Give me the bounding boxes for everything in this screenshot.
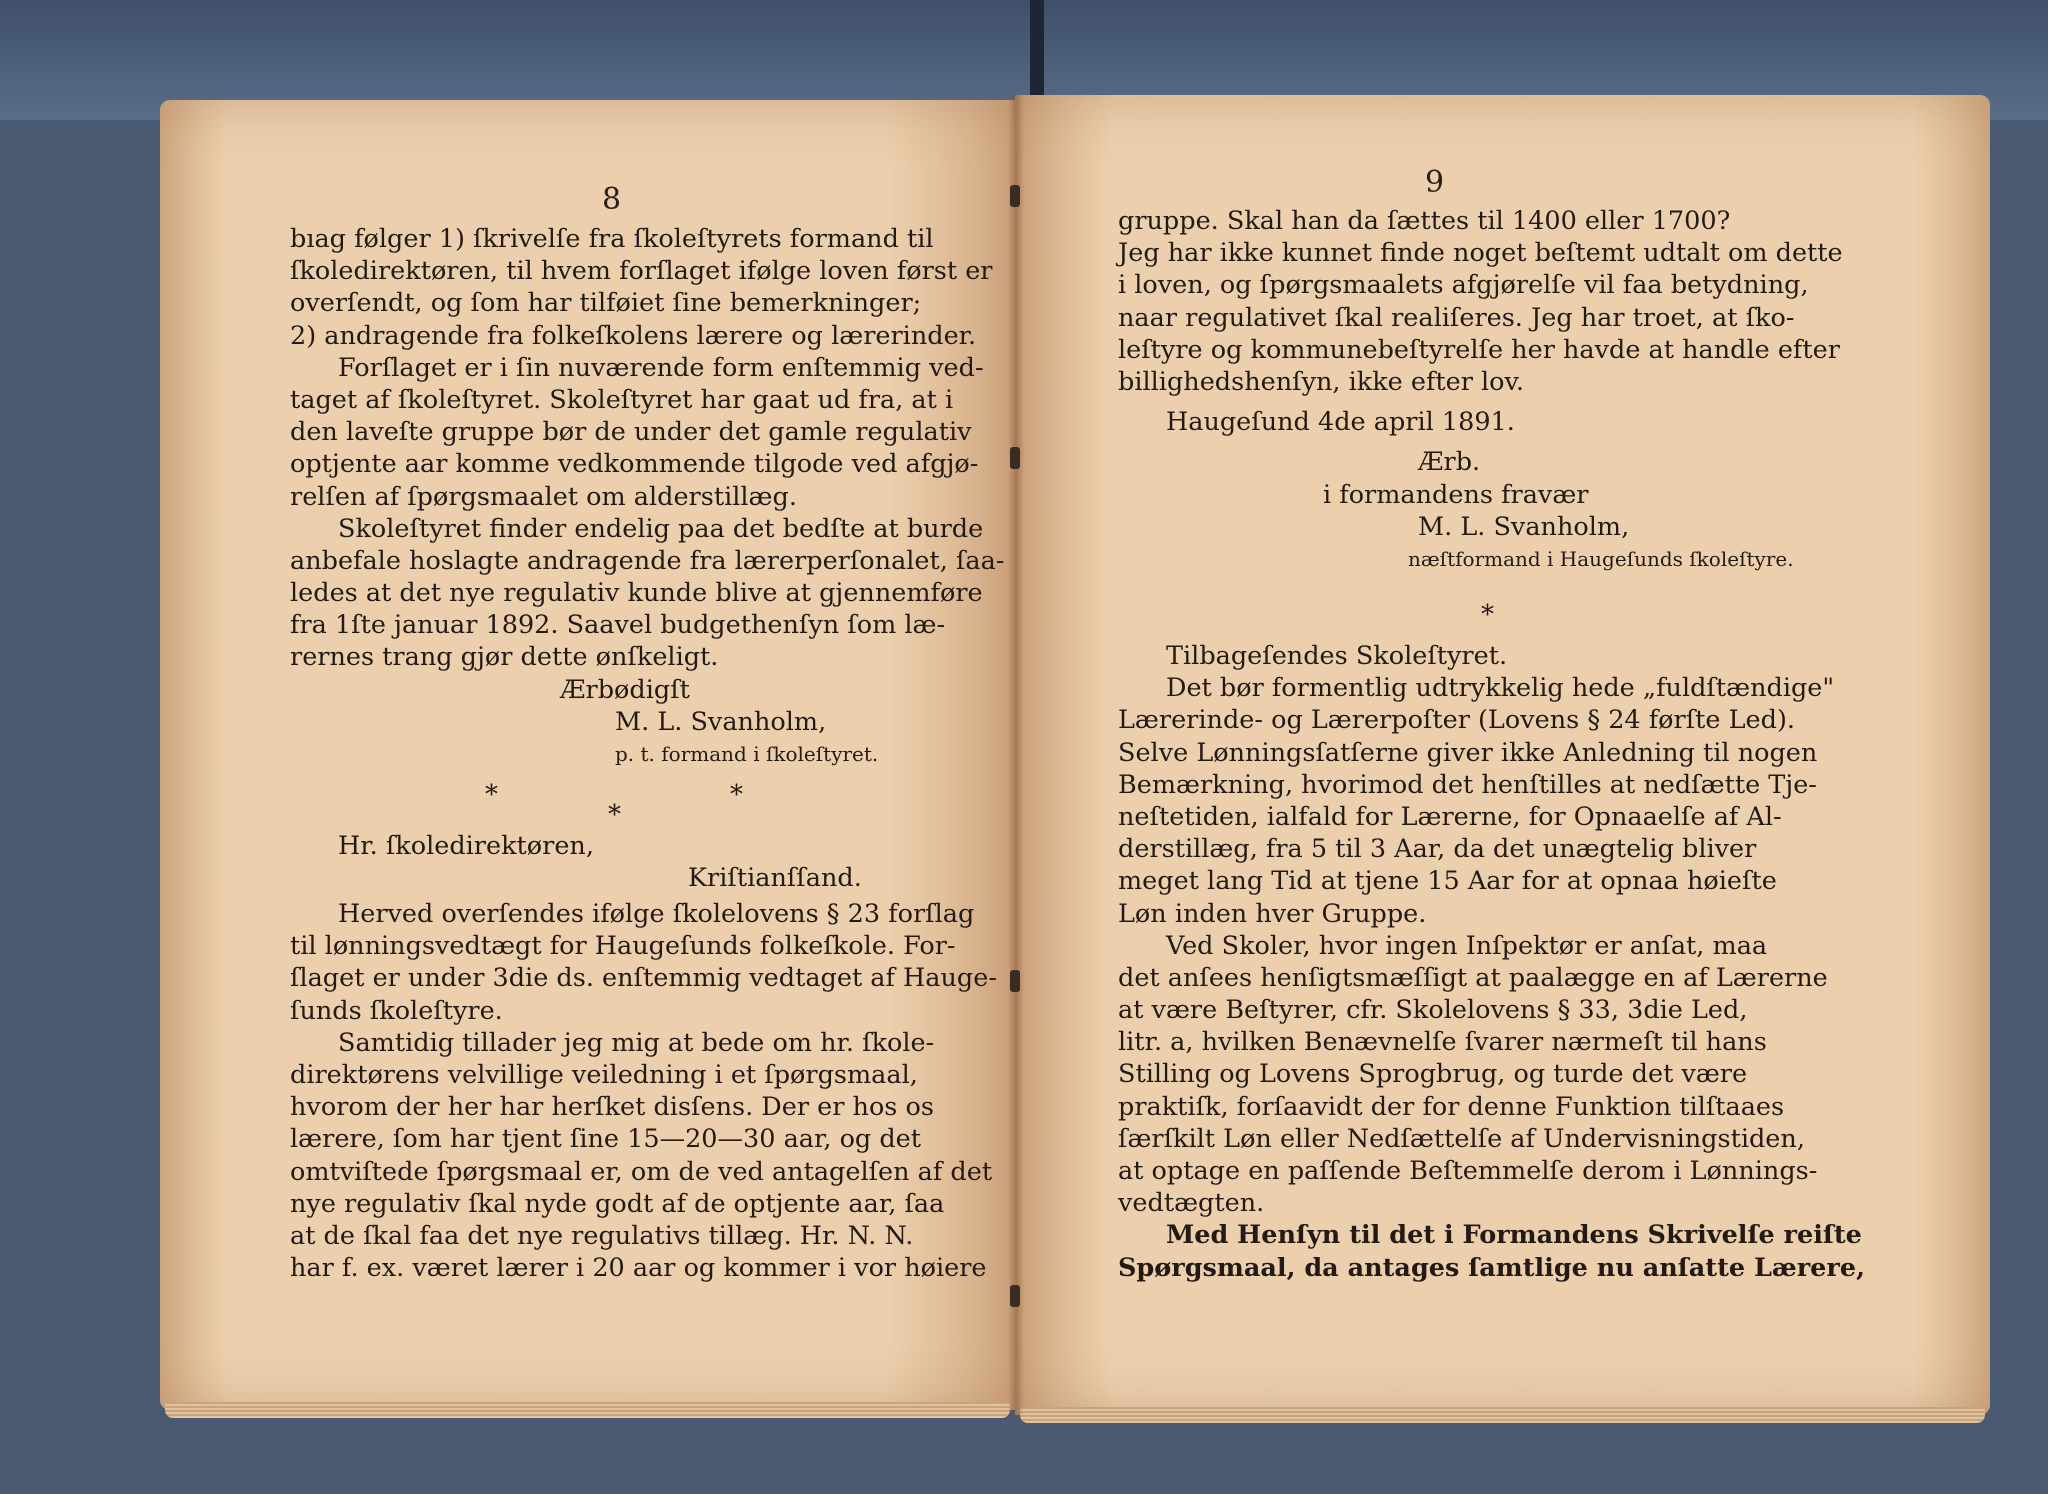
page-edge	[165, 1402, 1010, 1418]
text-line: naar regulativet ſkal realiſeres. Jeg har troet, at ſko-	[1118, 302, 1795, 333]
signature-title: p. t. formand i ſkoleſtyret.	[615, 742, 879, 766]
binding-stitch	[1010, 970, 1020, 992]
left-paragraph-block-2	[290, 898, 997, 1284]
page-number: 8	[602, 182, 622, 217]
closing: Ærbødigſt	[560, 674, 690, 705]
text-line: direktørens velvillige veiledning i et ſpørgsmaal,	[290, 1059, 918, 1090]
signature-name: M. L. Svanholm,	[1418, 511, 1630, 542]
text-line: ſlaget er under 3die ds. enſtemmig vedtaget af Hauge-	[290, 963, 997, 994]
text-line: neſtetiden, ialfald for Lærerne, for Opnaaelſe af Al-	[1118, 801, 1782, 832]
left-address	[338, 830, 862, 894]
text-line: Løn inden hver Gruppe.	[1118, 898, 1427, 929]
text-line: nye regulativ ſkal nyde godt af de optjente aar, ſaa	[290, 1188, 945, 1219]
text-line: derstillæg, fra 5 til 3 Aar, da det unægtelig bliver	[1118, 834, 1757, 865]
text-line: gruppe. Skal han da ſættes til 1400 eller 1700?	[1118, 206, 1731, 236]
text-line: Skoleſtyret finder endelig paa det bedſte at burde	[338, 513, 984, 544]
text-line: omtviſtede ſpørgsmaal er, om de ved antagelſen af det	[290, 1156, 993, 1187]
background-binding	[1030, 0, 1044, 110]
text-line: vedtægten.	[1118, 1188, 1265, 1219]
left-paragraph-block-1	[290, 223, 1004, 770]
text-line: Jeg har ikke kunnet finde noget beſtemt udtalt om dette	[1118, 238, 1843, 269]
signature-title: næſtformand i Haugeſunds ſkoleſtyre.	[1408, 546, 1794, 571]
text-line: at de ſkal faa det nye regulativs tillæg. Hr. N. N.	[290, 1220, 914, 1251]
text-line: bıag følger 1) ſkrivelſe fra ſkoleſtyrets formand til	[290, 224, 934, 254]
text-line: ledes at det nye regulativ kunde blive at gjennemføre	[290, 578, 983, 609]
text-line: til lønningsvedtægt for Haugeſunds folkeſkole. For-	[290, 931, 956, 962]
text-line: Med Henſyn til det i Formandens Skrivelſe reiſte	[1166, 1220, 1862, 1251]
text-line: litr. a, hvilken Benævnelſe ſvarer nærmeſt til hans	[1118, 1027, 1767, 1058]
text-line: Samtidig tillader jeg mig at bede om hr. ſkole-	[338, 1027, 935, 1058]
text-line: Bemærkning, hvorimod det henſtilles at nedſætte Tje-	[1118, 769, 1817, 800]
signature-name: M. L. Svanholm,	[615, 706, 827, 737]
separator-star: *	[608, 800, 621, 830]
text-line: den laveſte gruppe bør de under det gamle regulativ	[290, 417, 972, 448]
text-line: i loven, og ſpørgsmaalets afgjørelſe vil faa betydning,	[1118, 270, 1809, 301]
separator-star: *	[1481, 600, 1494, 630]
date-line: Haugeſund 4de april 1891.	[1166, 407, 1515, 438]
text-line: Spørgsmaal, da antages ſamtlige nu anſatte Lærere,	[1118, 1252, 1865, 1283]
left-page	[160, 100, 1015, 1410]
text-line: leſtyre og kommunebeſtyrelſe her havde at handle efter	[1118, 334, 1840, 365]
right-paragraph-block-2	[1118, 640, 1865, 1284]
text-line: fra 1ſte januar 1892. Saavel budgethenſyn ſom læ-	[290, 610, 946, 641]
text-line: Stilling og Lovens Sprogbrug, og turde det være	[1118, 1059, 1748, 1090]
binding-stitch	[1010, 1285, 1020, 1307]
address-line: Hr. ſkoledirektøren,	[338, 831, 594, 861]
text-line: billighedshenſyn, ikke efter lov.	[1118, 366, 1525, 397]
open-book	[160, 95, 1990, 1425]
separator-star: *	[485, 780, 498, 810]
book-gutter	[1008, 95, 1024, 1415]
text-line: praktiſk, forſaavidt der for denne Funktion tilſtaaes	[1118, 1091, 1785, 1122]
text-line: ſkoledirektøren, til hvem forſlaget ifølge loven først er	[290, 256, 993, 287]
text-line: Herved overſendes ifølge ſkolelovens § 23 forſlag	[338, 899, 975, 929]
absence-line: i formandens fravær	[1323, 479, 1589, 510]
binding-stitch	[1010, 185, 1020, 207]
text-line: har f. ex. været lærer i 20 aar og kommer i vor høiere	[290, 1253, 987, 1284]
text-line: meget lang Tid at tjene 15 Aar for at opnaa høieſte	[1118, 866, 1777, 897]
text-line: relſen af ſpørgsmaalet om alderstillæg.	[290, 481, 797, 512]
text-line: ſunds ſkoleſtyre.	[290, 995, 503, 1026]
text-line: Forſlaget er i ſin nuværende form enſtemmig ved-	[338, 352, 984, 383]
text-line: Selve Lønningsſatſerne giver ikke Anledning til nogen	[1118, 737, 1818, 768]
text-line: lærere, ſom har tjent ſine 15—20—30 aar, og det	[290, 1124, 922, 1155]
text-line: at være Beſtyrer, cfr. Skolelovens § 33, 3die Led,	[1118, 995, 1748, 1026]
right-paragraph-block-1	[1118, 205, 1843, 575]
text-line: Ved Skoler, hvor ingen Inſpektør er anſat, maa	[1166, 930, 1768, 961]
text-line: anbefale hoslagte andragende fra lærerperſonalet, ſaa-	[290, 545, 1005, 576]
text-line: Det bør formentlig udtrykkelig hede „fuldſtændige"	[1166, 673, 1835, 704]
returned-line: Tilbageſendes Skoleſtyret.	[1166, 641, 1508, 671]
text-line: overſendt, og ſom har tilføiet ſine bemerkninger;	[290, 288, 922, 319]
page-edge	[1020, 1407, 1985, 1423]
right-page	[1015, 95, 1990, 1415]
text-line: ſærſkilt Løn eller Nedſættelſe af Undervisningstiden,	[1118, 1123, 1805, 1154]
text-line: taget af ſkoleſtyret. Skoleſtyret har gaat ud fra, at i	[290, 384, 954, 415]
text-line: rernes trang gjør dette ønſkeligt.	[290, 642, 719, 673]
separator-star: *	[730, 780, 743, 810]
text-line: 2) andragende fra folkeſkolens lærere og lærerinder.	[290, 320, 977, 351]
text-line: hvorom der her har herſket disſens. Der er hos os	[290, 1092, 934, 1123]
text-line: Lærerinde- og Lærerpoſter (Lovens § 24 førſte Led).	[1118, 705, 1796, 736]
binding-stitch	[1010, 447, 1020, 469]
address-line: Kriſtianſſand.	[688, 863, 862, 894]
text-line: det anſees henſigtsmæſſigt at paalægge en af Lærerne	[1118, 962, 1828, 993]
text-line: at optage en paſſende Beſtemmelſe derom i Lønnings-	[1118, 1156, 1818, 1186]
text-line: optjente aar komme vedkommende tilgode ved afgjø-	[290, 449, 979, 480]
closing: Ærb.	[1418, 447, 1481, 478]
page-number: 9	[1425, 165, 1445, 200]
